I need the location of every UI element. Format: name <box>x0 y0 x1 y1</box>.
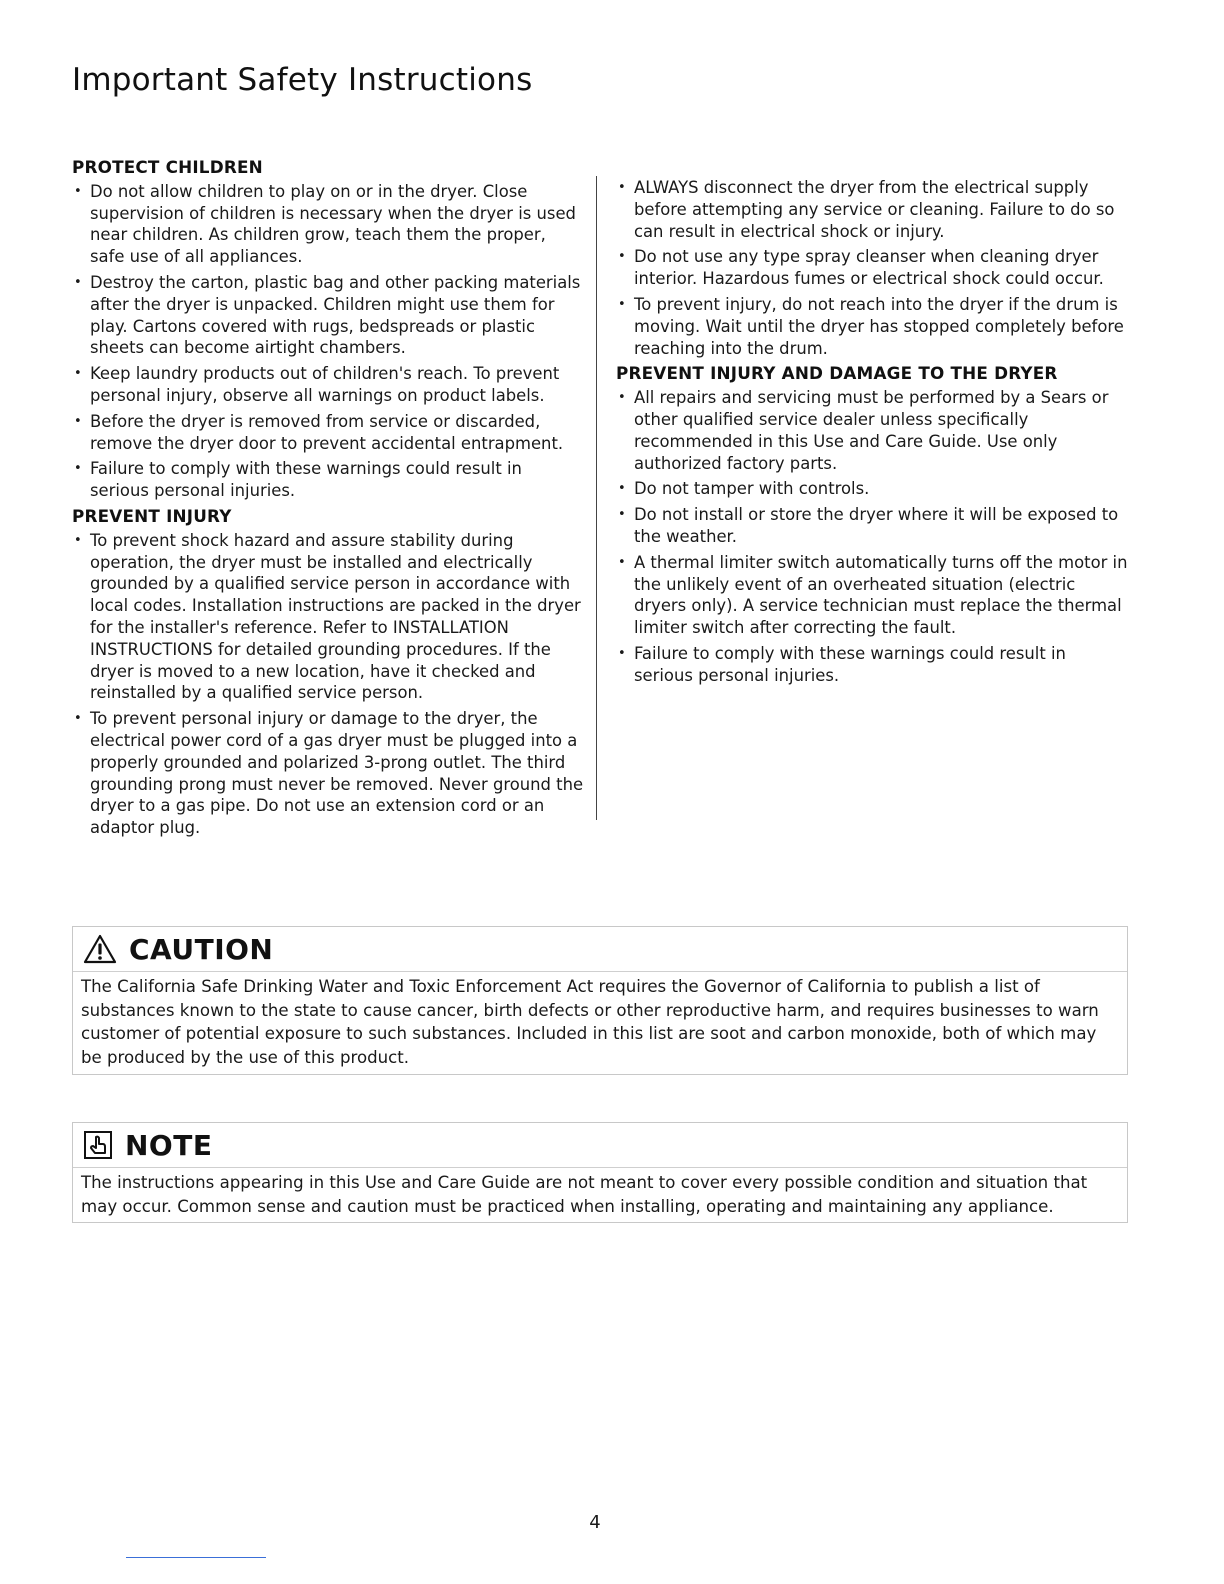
section-heading-protect-children: PROTECT CHILDREN <box>72 157 263 177</box>
caution-header <box>73 927 1127 972</box>
caution-title: CAUTION <box>129 932 274 966</box>
caution-text: The California Safe Drinking Water and Toxic Enforcement Act requires the Governor of California to publish a list of substances known to the state to cause cancer, birth defects or other reproductive harm, and requires businesses to warn customer of potential exposure to such substances. Included in this list are soot and carbon monoxide, both of which may be produced by the use of this product. <box>81 977 1099 1067</box>
page-number: 4 <box>589 1512 601 1533</box>
list-item: • Keep laundry products out of children's reach. To prevent personal injury, observe all warnings on product labels. <box>72 363 584 407</box>
note-title: NOTE <box>125 1128 213 1162</box>
section-heading-prevent-damage: PREVENT INJURY AND DAMAGE TO THE DRYER <box>616 363 1058 384</box>
list-item: • Destroy the carton, plastic bag and other packing materials after the dryer is unpacked. Children might use them for play. Cartons covered with rugs, bedspreads or plastic sheets can become airtight chambers. <box>72 272 584 359</box>
list-item: • All repairs and servicing must be performed by a Sears or other qualified service dealer unless specifically recommended in this Use and Care Guide. Use only authorized factory parts. <box>616 387 1128 474</box>
note-box <box>72 1122 1128 1223</box>
list-item: • Do not use any type spray cleanser when cleaning dryer interior. Hazardous fumes or electrical shock could occur. <box>616 246 1128 290</box>
prevent-injury-list <box>72 530 584 839</box>
list-item: • To prevent shock hazard and assure stability during operation, the dryer must be installed and electrically grounded by a qualified service person in accordance with local codes. Installation instructions are packed in the dryer for the installer's reference. Refer to INSTALLATION INSTRUCTIONS for detailed grounding procedures. If the dryer is moved to a new location, have it checked and reinstalled by a qualified service person. <box>72 530 584 704</box>
prevent-damage-list <box>616 387 1128 686</box>
hand-pointer-icon <box>83 1130 113 1160</box>
note-text: The instructions appearing in this Use and Care Guide are not meant to cover every possible condition and situation that may occur. Common sense and caution must be practiced when installing, operating and maintaining any appliance. <box>81 1173 1088 1216</box>
column-divider <box>596 176 597 820</box>
general-safety-list <box>616 177 1128 359</box>
right-column <box>616 155 1128 691</box>
page-title: Important Safety Instructions <box>72 62 533 98</box>
list-item: • Do not allow children to play on or in the dryer. Close supervision of children is necessary when the dryer is used near children. As children grow, teach them the proper, safe use of all appliances. <box>72 181 584 268</box>
list-item: • To prevent injury, do not reach into the dryer if the drum is moving. Wait until the dryer has stopped completely before reaching into the drum. <box>616 294 1128 359</box>
note-header <box>73 1123 1127 1168</box>
list-item: • Do not install or store the dryer where it will be exposed to the weather. <box>616 504 1128 548</box>
list-item: • Failure to comply with these warnings could result in serious personal injuries. <box>616 643 1128 687</box>
list-item: • Before the dryer is removed from service or discarded, remove the dryer door to prevent accidental entrapment. <box>72 411 584 455</box>
footer-rule <box>126 1557 266 1558</box>
list-item: • Failure to comply with these warnings could result in serious personal injuries. <box>72 458 584 502</box>
list-item: • ALWAYS disconnect the dryer from the electrical supply before attempting any service or cleaning. Failure to do so can result in electrical shock or injury. <box>616 177 1128 242</box>
left-column <box>72 155 584 843</box>
protect-children-list <box>72 181 584 502</box>
list-item: • A thermal limiter switch automatically turns off the motor in the unlikely event of an overheated situation (electric dryers only). A service technician must replace the thermal limiter switch after correcting the fault. <box>616 552 1128 639</box>
warning-triangle-icon <box>83 934 117 964</box>
section-heading-prevent-injury: PREVENT INJURY <box>72 505 232 526</box>
caution-box <box>72 926 1128 1075</box>
list-item: • To prevent personal injury or damage to the dryer, the electrical power cord of a gas dryer must be plugged into a properly grounded and polarized 3-prong outlet. The third grounding prong must never be removed. Never ground the dryer to a gas pipe. Do not use an extension cord or an adaptor plug. <box>72 708 584 839</box>
list-item: • Do not tamper with controls. <box>616 478 1128 500</box>
